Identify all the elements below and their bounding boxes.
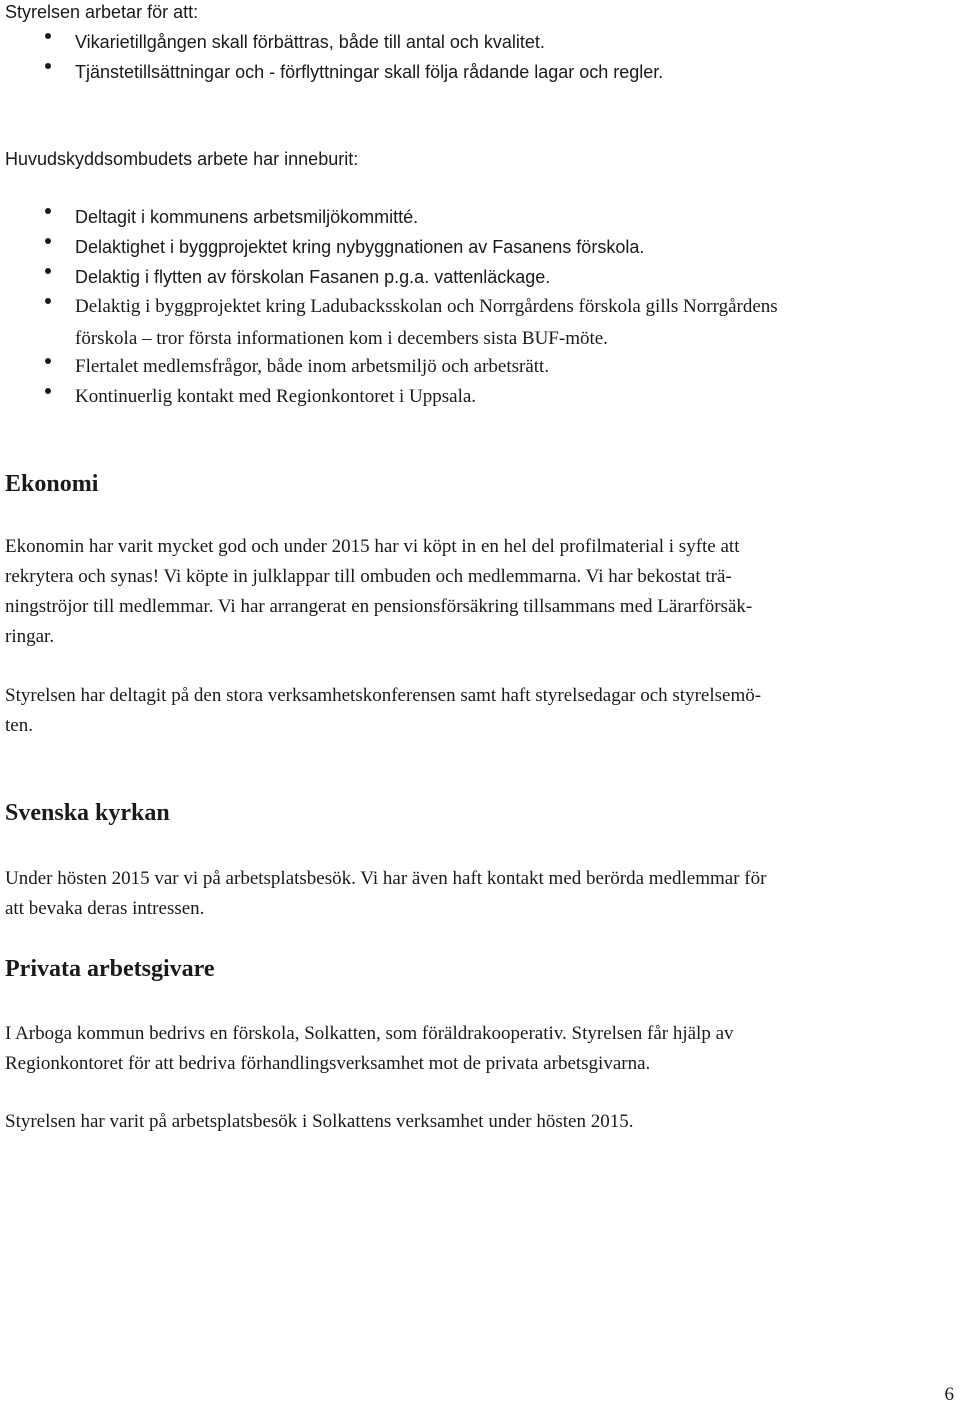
ekonomi-p2-line-2: ten. — [5, 715, 33, 736]
page-number: 6 — [944, 1384, 954, 1405]
section1-bullet-1: Vikarietillgången skall förbättras, både till antal och kvalitet. — [75, 32, 545, 52]
bullet-icon — [45, 63, 51, 69]
kyrkan-heading: Svenska kyrkan — [5, 800, 170, 826]
privata-p1-line-2: Regionkontoret för att bedriva förhandlingsverksamhet mot de privata arbetsgivarna. — [5, 1053, 651, 1074]
section2-bullet-1: Deltagit i kommunens arbetsmiljökommitté. — [75, 207, 419, 227]
kyrkan-p1-line-1: Under hösten 2015 var vi på arbetsplatsbesök. Vi har även haft kontakt med berörda medlemmar för — [5, 868, 767, 889]
section2-bullet-4: Delaktig i byggprojektet kring Ladubacksskolan och Norrgårdens förskola gills Norrgårdens — [75, 296, 778, 317]
ekonomi-p1-line-4: ringar. — [5, 626, 55, 647]
bullet-icon — [45, 268, 51, 274]
kyrkan-p1-line-2: att bevaka deras intressen. — [5, 898, 205, 919]
privata-heading: Privata arbetsgivare — [5, 956, 215, 982]
section2-bullet-3: Delaktig i flytten av förskolan Fasanen p.g.a. vattenläckage. — [75, 267, 551, 287]
privata-p1-line-1: I Arboga kommun bedrivs en förskola, Solkatten, som föräldrakooperativ. Styrelsen får hjälp av — [5, 1023, 734, 1044]
bullet-icon — [45, 33, 51, 39]
section2-bullet-4-cont: förskola – tror första informationen kom i decembers sista BUF-möte. — [75, 328, 608, 349]
bullet-icon — [45, 238, 51, 244]
section2-bullet-6: Kontinuerlig kontakt med Regionkontoret i Uppsala. — [75, 386, 477, 407]
ekonomi-heading: Ekonomi — [5, 471, 99, 497]
section2-bullet-2: Delaktighet i byggprojektet kring nybyggnationen av Fasanens förskola. — [75, 237, 645, 257]
section1-bullet-2: Tjänstetillsättningar och - förflyttningar skall följa rådande lagar och regler. — [75, 62, 664, 82]
bullet-icon — [45, 388, 51, 394]
ekonomi-p1-line-1: Ekonomin har varit mycket god och under 2015 har vi köpt in en hel del profilmaterial i syfte att — [5, 536, 740, 557]
bullet-icon — [45, 358, 51, 364]
bullet-icon — [45, 208, 51, 214]
ekonomi-p1-line-3: ningströjor till medlemmar. Vi har arrangerat en pensionsförsäkring tillsammans med Lärarförsäk- — [5, 596, 753, 617]
section2-bullet-5: Flertalet medlemsfrågor, både inom arbetsmiljö och arbetsrätt. — [75, 356, 550, 377]
ekonomi-p2-line-1: Styrelsen har deltagit på den stora verksamhetskonferensen samt haft styrelsedagar och styrelsemö- — [5, 685, 762, 706]
bullet-icon — [45, 298, 51, 304]
section2-intro: Huvudskyddsombudets arbete har inneburit: — [5, 149, 359, 169]
privata-p2-line-1: Styrelsen har varit på arbetsplatsbesök i Solkattens verksamhet under hösten 2015. — [5, 1111, 634, 1132]
ekonomi-p1-line-2: rekrytera och synas! Vi köpte in julklappar till ombuden och medlemmarna. Vi har bekostat trä- — [5, 566, 732, 587]
section1-intro: Styrelsen arbetar för att: — [5, 2, 199, 22]
